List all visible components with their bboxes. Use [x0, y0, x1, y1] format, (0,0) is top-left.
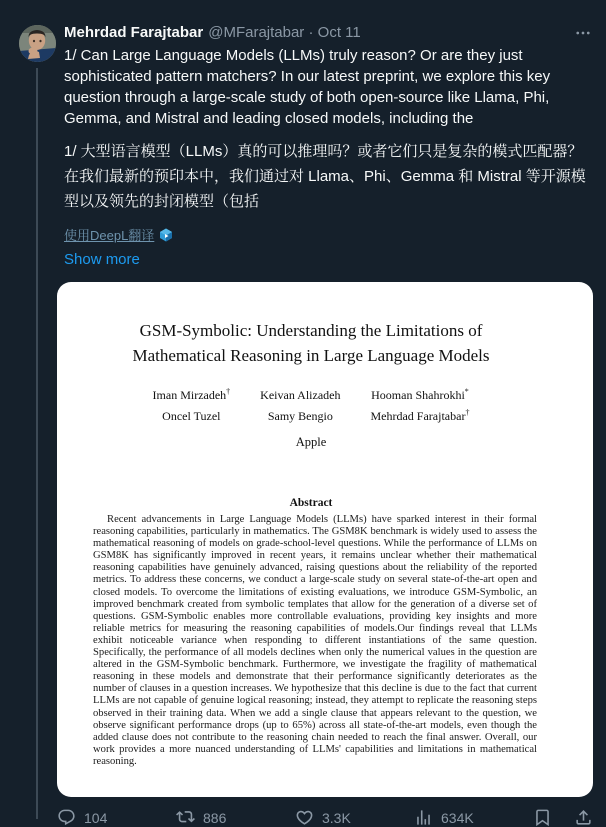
more-menu-button[interactable]	[574, 24, 592, 42]
post-date[interactable]: Oct 11	[317, 24, 361, 41]
reply-count: 104	[84, 809, 108, 826]
paper-authors	[79, 383, 543, 425]
author-column-2	[260, 383, 340, 425]
display-name[interactable]: Mehrdad Farajtabar	[64, 24, 204, 41]
deepl-translate-link[interactable]: 使用DeepL翻译	[64, 228, 155, 243]
deepl-cube-icon	[159, 228, 173, 242]
repost-button[interactable]	[176, 808, 295, 827]
share-button[interactable]	[574, 808, 593, 827]
bookmark-share-group	[533, 808, 593, 827]
tweet-text-english: 1/ Can Large Language Models (LLMs) truly reason? Or are they just sophisticated pattern matchers? In our latest preprint, we explore this key question through a large-scale study of both open-source like Llama, Phi, Gemma, and Mistral and leading closed models, including the	[64, 47, 551, 127]
view-count: 634K	[441, 809, 474, 826]
bar-chart-icon	[414, 808, 433, 827]
author: Mehrdad Farajtabar†	[370, 408, 470, 423]
handle[interactable]: @MFarajtabar	[208, 24, 305, 41]
handle-and-date[interactable]	[208, 23, 361, 42]
author: Keivan Alizadeh	[260, 388, 341, 402]
paper-image-card[interactable]	[57, 282, 593, 797]
abstract-text: Recent advancements in Large Language Models (LLMs) have sparked interest in their formal reasoning capabilities, particularly in mathematics. The GSM8K benchmark is widely used to assess the mathematical reasoning of models on grade-school-level questions. While the performance of LLMs on GSM8K has significantly improved in recent years, it remains unclear whether their mathematical reasoning capabilities have genuinely advanced, raising questions about the reliability of the reported metrics. To address these concerns, we conduct a large-scale study on several state-of-the-art open and closed models. To overcome the limitations of existing evaluations, we introduce GSM-Symbolic, an improved benchmark created from symbolic templates that allow for the generation of a diverse set of questions. GSM-Symbolic enables more controllable evaluations, providing key insights and more reliable metrics for measuring the reasoning capabilities of models.Our findings reveal that LLMs exhibit noticeable variance when responding to different instantiations of the same question. Specifically, the performance of all models declines when only the numerical values in the question are altered in the GSM-Symbolic benchmark. Furthermore, we investigate the fragility of mathematical reasoning in these models and demonstrate that their performance significantly deteriorates as the number of clauses in a question increases. We hypothesize that this decline is due to the fact that current LLMs are not capable of genuine logical reasoning; instead, they attempt to replicate the reasoning steps observed in their training data. When we add a single clause that appears relevant to the question, we observe significant performance drops (up to 65%) across all state-of-the-art models, even though the added clause does not contribute to the reasoning chain needed to reach the final answer. Overall, our work provides a more nuanced understanding of LLMs' capabilities and limitations in mathematical reasoning.	[93, 514, 537, 767]
action-bar	[57, 808, 593, 827]
tweet-header	[64, 23, 592, 42]
paper-title	[79, 318, 543, 368]
dot-separator: ·	[308, 24, 314, 41]
author: Hooman Shahrokhi*	[371, 387, 469, 402]
bookmark-outline-icon	[533, 808, 552, 827]
author-column-3	[370, 383, 469, 425]
translate-row	[64, 225, 592, 244]
author-column-1	[153, 383, 231, 425]
paper-title-line1: GSM-Symbolic: Understanding the Limitations of	[139, 321, 483, 340]
views-button[interactable]	[414, 808, 533, 827]
show-more-link[interactable]: Show more	[64, 251, 140, 268]
reply-bubble-icon	[57, 808, 76, 827]
abstract-heading: Abstract	[289, 497, 333, 509]
tweet-text-chinese: 1/ 大型语言模型（LLMs）真的可以推理吗？或者它们只是复杂的模式匹配器？在我们最新的预印本中，我们通过对 Llama、Phi、Gemma 和 Mistral 等开源模型以及领先的封闭模型（包括	[64, 143, 586, 210]
like-count: 3.3K	[322, 809, 351, 826]
like-button[interactable]	[295, 808, 414, 827]
ellipsis-icon	[574, 24, 592, 42]
bookmark-button[interactable]	[533, 808, 552, 827]
avatar[interactable]	[19, 25, 56, 62]
author: Samy Bengio	[267, 409, 333, 423]
repost-count: 886	[203, 809, 227, 826]
heart-outline-icon	[295, 808, 314, 827]
paper-affiliation: Apple	[295, 435, 327, 449]
author: Oncel Tuzel	[162, 409, 221, 423]
paper-page	[57, 282, 593, 768]
reply-button[interactable]	[57, 808, 176, 827]
share-up-arrow-icon	[574, 808, 593, 827]
retweet-arrows-icon	[176, 808, 195, 827]
avatar-photo-icon	[19, 25, 56, 62]
thread-connector-line	[36, 68, 38, 819]
paper-title-line2: Mathematical Reasoning in Large Language Models	[132, 346, 490, 365]
author: Iman Mirzadeh†	[152, 387, 231, 402]
